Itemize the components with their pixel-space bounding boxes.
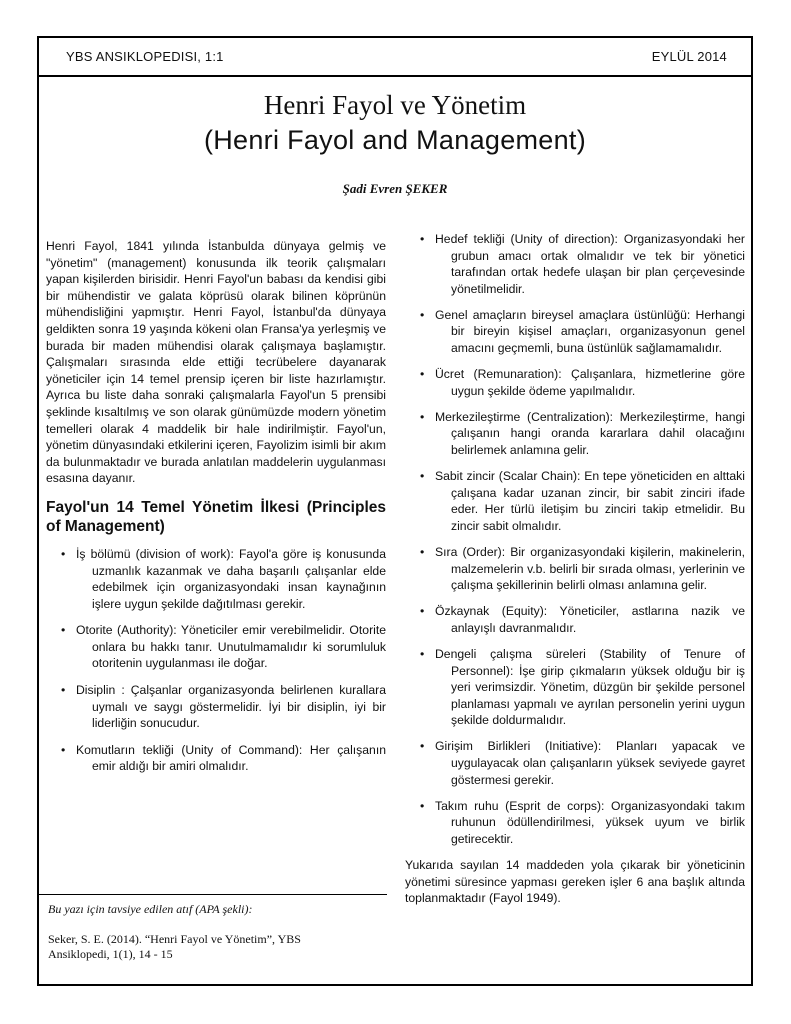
- article-subtitle: (Henri Fayol and Management): [203, 125, 587, 155]
- bullet-icon: •: [61, 683, 66, 698]
- list-item-text: Dengeli çalışma süreleri (Stability of Tenure of Personnel): İşe girip çıkmaların yüksek olduğu bir iş yeri verimsizdir. Yönetim, düzgün bir şekilde personel planlaması yapmalı ve ayrılan personelin yerini uygun şekilde doldurmalıdır.: [435, 646, 745, 728]
- bullet-icon: •: [420, 367, 425, 382]
- closing-paragraph: Yukarıda sayılan 14 maddeden yola çıkarak bir yöneticinin yönetimi süresince yapması gereken işler 6 ana başlık altında toplanmaktadır (Fayol 1949).: [405, 858, 745, 906]
- right-column: [405, 231, 745, 907]
- list-item-text: Girişim Birlikleri (Initiative): Planları yapacak ve uygulayacak olan çalışanların yüksek seviyede gayret göstermesi gerekir.: [435, 739, 745, 787]
- list-item: [405, 231, 745, 297]
- list-item-text: Özkaynak (Equity): Yöneticiler, astlarına nazik ve anlayışlı davranmalıdır.: [435, 604, 745, 635]
- bullet-icon: •: [61, 623, 66, 638]
- bullet-icon: •: [61, 742, 66, 757]
- intro-paragraph: Henri Fayol, 1841 yılında İstanbulda dünyaya gelmiş ve "yönetim" (management) konusunda ilk teorik çalışmaları yapan kişilerden birisidir. Henri Fayol'un babası da kendisi gibi bir mühendistir ve galata köprüsü olarak bilinen köprünün mühendisliğini yapmıştır. Henri Fayol, İstanbul'da dünyaya geldikten sonra 19 yaşında kökeni olan Fransa'ya yerleşmiş ve burada bir maden mühendisi olarak çalışmaya başlamıştır. Çalışmaları sırasında elde ettiği tecrübelere dayanarak yöneticiler için 14 temel prensip içeren bir liste hazırlamıştır. Ayrıca bu liste daha sonraki çalışmalarla Fayol'un 5 prensibi şeklinde kısaltılmış ve son olarak günümüzde modern yönetim temelleri olarak 4 maddelik bir hale indirilmiştir. Fayol'un, yönetim dünyasındaki etkilerini içeren, Fayolizim isimli bir akım da bulunmaktadır ve burada anlatılan maddelerin uygulanması esasına dayanır.: [46, 239, 386, 486]
- list-item: [46, 682, 386, 732]
- bullet-icon: •: [420, 409, 425, 424]
- list-item: [405, 307, 745, 357]
- journal-name: YBS ANSIKLOPEDISI, 1:1: [66, 49, 224, 64]
- list-item: [405, 409, 745, 459]
- bullet-icon: •: [420, 545, 425, 559]
- list-item: [405, 646, 745, 729]
- list-item-text: Sabit zincir (Scalar Chain): En tepe yöneticiden en alttaki çalışana kadar uzanan zincir, bir sabit zinciri ifade eder. Her türlü iletişim bu zinciri takip etmelidir. Bu zincir sabit olmalıdır.: [435, 469, 745, 533]
- list-item-text: Otorite (Authority): Yöneticiler emir verebilmelidir. Otorite onlara bu hakkı tanır. Unutulmamalıdır ki sorumluluk otoritenin uygulanması ile doğar.: [76, 623, 386, 671]
- bullet-icon: •: [420, 646, 425, 661]
- list-item-text: İş bölümü (division of work): Fayol'a göre iş konusunda uzmanlık kazanmak ve daha başarılı çalışanlar elde edebilmek için organizasyondaki insan kaynağının işlere uygun şekilde dağıtılması gerekir.: [76, 546, 386, 611]
- list-item: [405, 603, 745, 636]
- list-item: [405, 798, 745, 848]
- bullet-icon: •: [420, 232, 425, 246]
- article-title: Henri Fayol ve Yönetim: [263, 90, 527, 120]
- list-item-text: Genel amaçların bireysel amaçlara üstünlüğü: Herhangi bir bireyin kişisel amaçları, organizasyonun genel amacını geçmemli, buna üstünlük sağlamamalıdır.: [435, 307, 745, 356]
- citation-note: Bu yazı için tavsiye edilen atıf (APA şekli):: [48, 902, 253, 916]
- list-item: [46, 742, 386, 775]
- list-item-text: Hedef tekliği (Unity of direction): Organizasyondaki her grubun amacı ortak olmalıdır ve tek bir yönetici tarafından ortak hedefe ulaşan bir plan çerçevesinde yönetilmelidir.: [435, 232, 745, 296]
- list-item: [405, 544, 745, 594]
- bullet-icon: •: [420, 604, 425, 619]
- bullet-icon: •: [61, 546, 66, 561]
- list-item-text: Ücret (Remunaration): Çalışanlara, hizmetlerine göre uygun şekilde ödeme yapılmalıdır.: [435, 367, 745, 398]
- list-item: [46, 622, 386, 672]
- issue-date: EYLÜL 2014: [651, 49, 727, 64]
- bullet-icon: •: [420, 739, 425, 754]
- citation-text: Seker, S. E. (2014). “Henri Fayol ve Yönetim”, YBS Ansiklopedi, 1(1), 14 - 15: [48, 932, 301, 961]
- list-item: [405, 366, 745, 399]
- list-item-text: Merkezileştirme (Centralization): Merkezileştirme, hangi çalışanın hangi oranda kararlara dahil olacağını belirlemek anlamına gelir.: [435, 409, 745, 458]
- list-item: [405, 468, 745, 534]
- list-item-text: Disiplin : Çalşanlar organizasyonda belirlenen kurallara uymalı ve saygı göstermelidir. İyi bir disiplin, iyi bir liderliğin sonucudur.: [76, 683, 386, 731]
- list-item: [405, 738, 745, 788]
- list-item-text: Komutların tekliği (Unity of Command): Her çalışanın emir aldığı bir amiri olmalıdır.: [76, 742, 386, 774]
- bullet-icon: •: [420, 307, 425, 322]
- bullet-icon: •: [420, 469, 425, 484]
- list-item-text: Sıra (Order): Bir organizasyondaki kişilerin, makinelerin, malzemelerin v.b. belirli bir sırada olması, yerlerinin ve çalışma şekillerinin belirli olması anlamına gelir.: [435, 545, 745, 593]
- list-item: [46, 546, 386, 612]
- principles-list-right: [405, 231, 745, 848]
- article-author: Şadi Evren ŞEKER: [342, 181, 448, 196]
- section-heading: Fayol'un 14 Temel Yönetim İlkesi (Principles of Management): [46, 498, 386, 535]
- bullet-icon: •: [420, 798, 425, 813]
- list-item-text: Takım ruhu (Esprit de corps): Organizasyondaki takım ruhunun ödüllendirilmesi, yüksek uyum ve birlik getirecektir.: [435, 798, 745, 846]
- footnote-divider: [37, 894, 387, 895]
- left-column: [46, 238, 386, 785]
- principles-list-left: [46, 546, 386, 775]
- header-divider: [37, 75, 753, 77]
